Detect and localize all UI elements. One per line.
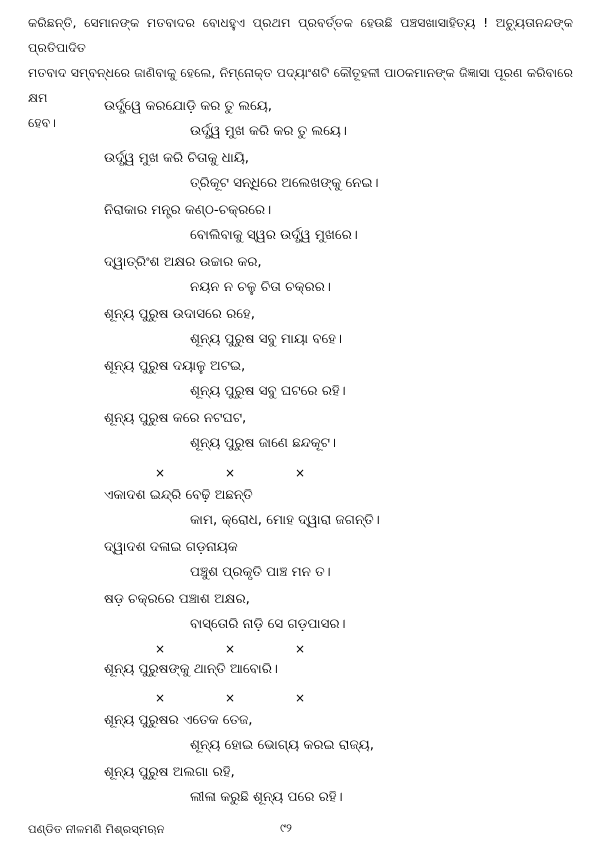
separator-mark: × [295,642,306,656]
footer-author: ପଣ୍ଡିତ ନୀଳମଣି ମିଶ୍ରସ୍ମଋନ [28,822,165,836]
verse-line: ଲୀଳା କରୁଛି ଶୂନ୍ୟ ପରେ ରହି। [190,790,343,805]
verse-line: ଶୂନ୍ୟ ପୁରୁଷର ଏତେକ ତେଜ, [104,713,253,728]
verse-line: ଦ୍ୱାଦଶ ଦଳାଇ ଗଡ଼ନାୟକ [104,540,238,555]
verse-line: ଶୂନ୍ୟ ପୁରୁଷ ସବୁ ଘଟରେ ରହି। [190,384,346,399]
separator-mark: × [225,466,236,480]
verse-line: ବାସ୍ତୋରି ନାଡ଼ି ସେ ଗଡ଼ପାସର। [190,617,346,632]
verse-line: ଶୂନ୍ୟ ପୁରୁଷ କରେ ନଟଘଟ, [104,411,247,426]
verse-line: ଶୂନ୍ୟ ପୁରୁଷ ସବୁ ମାୟା ବହେ। [190,332,343,347]
page-number: ୯୨ [280,821,292,835]
verse-line: କାମ, କ୍ରୋଧ, ମୋହ ଦ୍ୱାରା ଜଗନ୍ତି। [190,513,380,528]
section-separator [155,690,305,706]
verse-line: ଦ୍ୱାତ୍ରିଂଶ ଅକ୍ଷର ଉଚ୍ଚାର କର, [104,255,262,270]
verse-line: ନୟନ ନ ଚଳୁ ଚିତା ଚକ୍ରର। [190,280,331,295]
separator-mark: × [225,642,236,656]
section-separator [155,641,305,657]
verse-line: ଶୂନ୍ୟ ହୋଇ ଭୋଗ୍ୟ କରଇ ରାଜ୍ୟ, [190,738,374,753]
separator-mark: × [155,642,166,656]
separator-mark: × [225,691,236,705]
section-separator [155,465,305,481]
intro-line: ମତବାଦ ସମ୍ବନ୍ଧରେ ଜାଣିବାକୁ ହେଲେ, ନିମ୍ନୋକ୍ତ ପଦ୍ୟାଂଶଟି କୌତୂହଳୀ ପାଠକମାନଙ୍କ ଜିଜ୍ଞାସା ପୂରଣ କରିବାରେ କ୍ଷମ [28,65,573,105]
verse-line: ଶୂନ୍ୟ ପୁରୁଷ ଜାଣେ ଛନ୍ଦକୂଟ। [190,436,336,451]
intro-paragraph [28,10,573,135]
verse-line: ଉର୍ଦ୍ଧ୍ୱ ମୁଖ କରି ଚିତାକୁ ଧାୟି, [104,151,250,166]
verse-line: ଏକାଦଶ ଇନ୍ଦ୍ରି ବେଢ଼ି ଅଛନ୍ତି [104,488,253,503]
intro-line: କରିଛନ୍ତି, ସେମାନଙ୍କ ମତବାଦର ବୋଧହୁଏ ପ୍ରଥମ ପ୍ରବର୍ତ୍ତକ ହେଉଛି ପଞ୍ଚସଖାସାହିତ୍ୟ ! ଅଚ୍ୟୁତାନନ୍ଦଙ୍କ ପ୍ରତିପାଦିତ [28,15,573,55]
separator-mark: × [295,466,306,480]
verse-line: ପଞ୍ଚୁଶ ପ୍ରକୃତି ପାଞ୍ଚ ମନ ତ। [190,565,331,580]
verse-line: ଶୂନ୍ୟ ପୁରୁଷ ଅଲଗା ରହି, [104,765,235,780]
verse-line: ଶୂନ୍ୟ ପୁରୁଷ ଦୟାଳୁ ଅଟଇ, [104,359,246,374]
separator-mark: × [155,691,166,705]
verse-line: ଶୂନ୍ୟ ପୁରୁଷ ଉଦାସରେ ରହେ, [104,307,255,322]
verse-line: ଉର୍ଦ୍ଧ୍ୱେ କରଯୋଡ଼ି କର ତୁ ଲୟେ, [104,99,273,114]
verse-line: ଶୂନ୍ୟ ପୁରୁଷଙ୍କୁ ଥାନ୍ତି ଆବୋରି। [104,662,278,677]
verse-line: ନିରାକାର ମନ୍ତ୍ର କଣ୍ଠ-ଚକ୍ରରେ। [104,203,272,218]
verse-line: ଉର୍ଦ୍ଧ୍ୱ ମୁଖ କରି କର ତୁ ଲୟେ। [190,124,347,139]
separator-mark: × [155,466,166,480]
verse-line: ତ୍ରିକୂଟ ସନ୍ଧିରେ ଅଲେଖଙ୍କୁ ନେଇ। [190,176,379,191]
verse-line: ବୋଲିବାକୁ ସ୍ୱର ଉର୍ଦ୍ଧ୍ୱ ମୁଖରେ। [190,228,358,243]
verse-line: ଷଡ଼ ଚକ୍ରରେ ପଞ୍ଚାଶ ଅକ୍ଷର, [104,592,250,607]
separator-mark: × [295,691,306,705]
intro-line: ହେବ। [28,115,56,130]
